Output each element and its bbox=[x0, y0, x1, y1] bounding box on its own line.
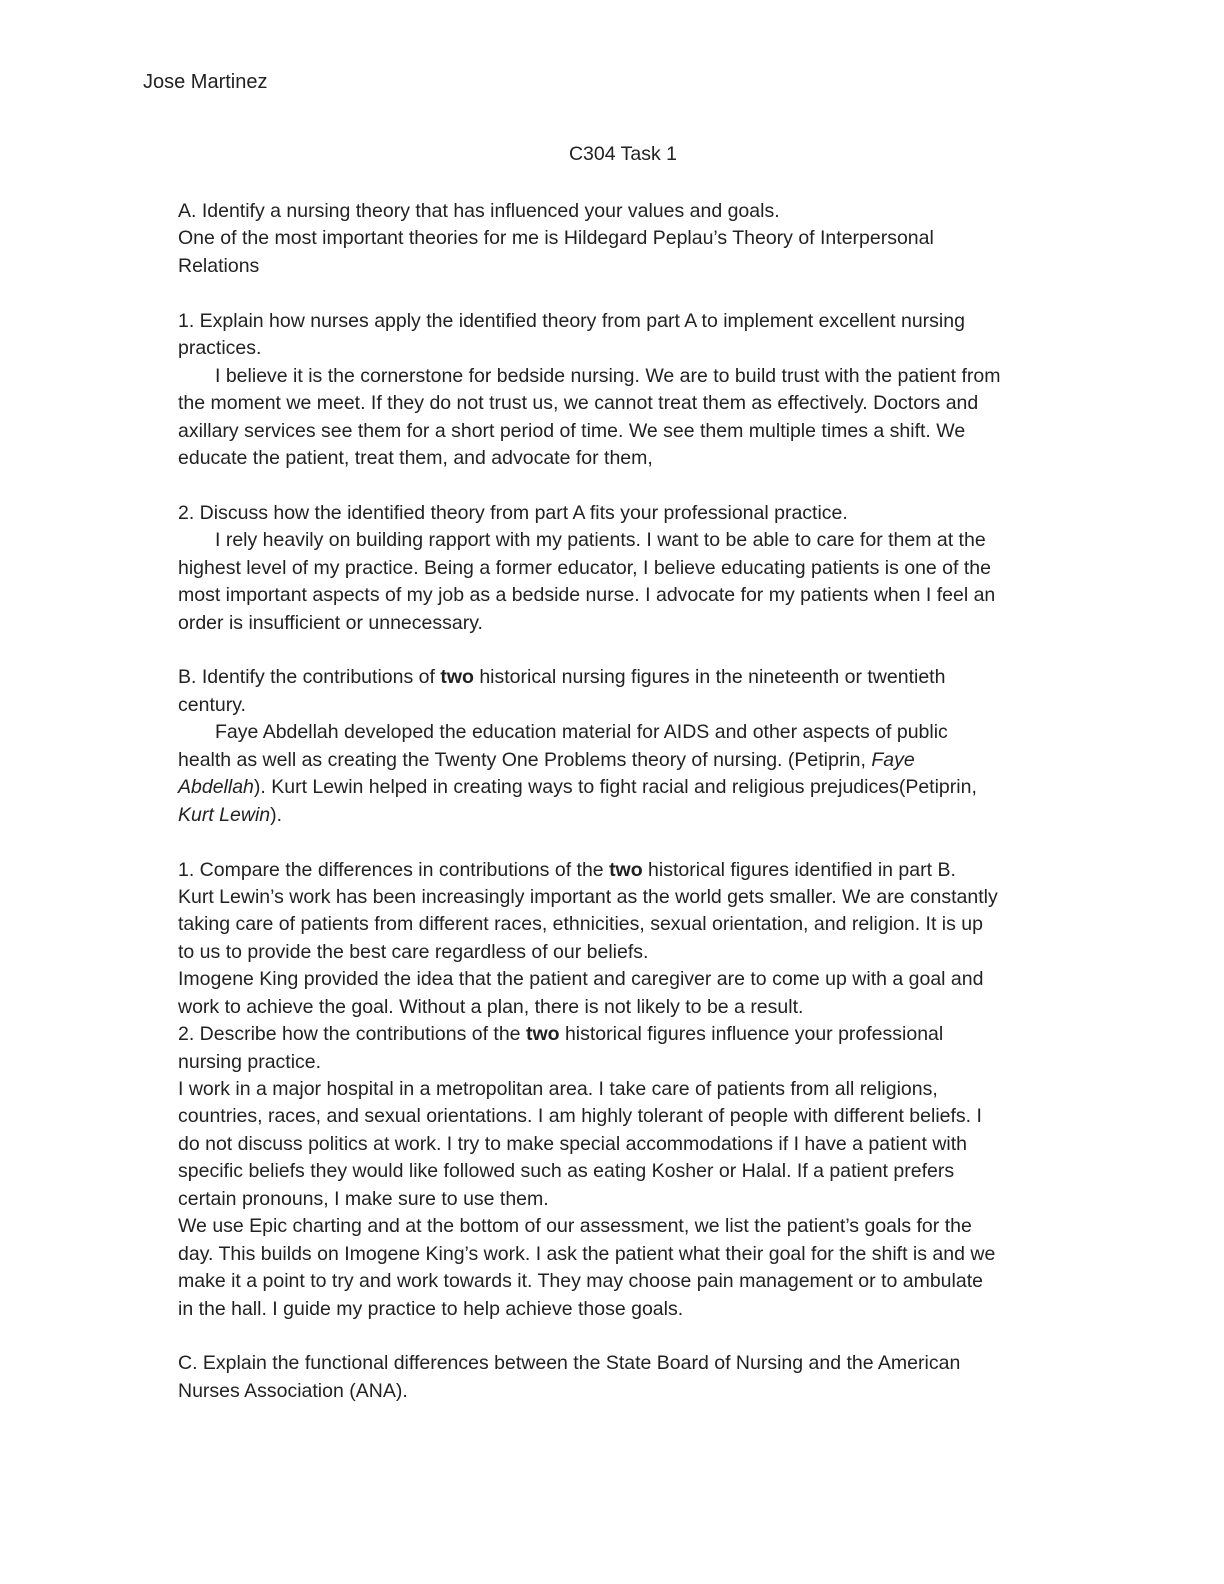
text-line bbox=[178, 1378, 1078, 1405]
text-line bbox=[178, 966, 1078, 993]
text-run: Relations bbox=[178, 254, 260, 277]
text-run: make it a point to try and work towards it. They may choose pain management or to ambulate bbox=[178, 1270, 983, 1293]
text-run: I rely heavily on building rapport with my patients. I want to be able to care for them at the bbox=[215, 529, 986, 552]
text-run: Faye Abdellah developed the education material for AIDS and other aspects of public bbox=[215, 721, 948, 744]
text-run: taking care of patients from different races, ethnicities, sexual orientation, and religion. It is up bbox=[178, 913, 983, 936]
text-line bbox=[178, 1186, 1078, 1213]
text-line bbox=[178, 582, 1078, 609]
text-line bbox=[178, 911, 1078, 938]
text-run: to us to provide the best care regardless of our beliefs. bbox=[178, 940, 649, 963]
text-run: historical nursing figures in the nineteenth or twentieth bbox=[473, 666, 946, 689]
text-run: 1. Compare the differences in contributions of the bbox=[178, 858, 610, 881]
text-line bbox=[178, 1021, 1078, 1048]
text-run: Nurses Association (ANA). bbox=[178, 1379, 408, 1402]
text-line bbox=[178, 802, 1078, 829]
text-line bbox=[178, 198, 1078, 225]
text-line bbox=[178, 335, 1078, 362]
document-body bbox=[178, 198, 1078, 1405]
text-run: highest level of my practice. Being a former educator, I believe educating patients is one of the bbox=[178, 556, 991, 579]
text-line bbox=[178, 1350, 1078, 1377]
text-line bbox=[178, 253, 1078, 280]
text-line bbox=[178, 1131, 1078, 1158]
text-line bbox=[178, 472, 1078, 499]
text-run: educate the patient, treat them, and advocate for them, bbox=[178, 446, 653, 469]
text-run: B. Identify the contributions of bbox=[178, 666, 441, 689]
text-line bbox=[178, 1268, 1078, 1295]
text-line bbox=[178, 527, 1078, 554]
text-line bbox=[178, 363, 1078, 390]
text-line bbox=[178, 664, 1078, 691]
text-run: historical figures identified in part B. bbox=[642, 858, 956, 881]
bold-text: two bbox=[440, 666, 474, 689]
text-line bbox=[178, 555, 1078, 582]
italic-text: Abdellah bbox=[178, 776, 254, 799]
text-run: historical figures influence your professional bbox=[559, 1023, 944, 1046]
text-run: Imogene King provided the idea that the patient and caregiver are to come up with a goal and bbox=[178, 968, 984, 991]
text-run: most important aspects of my job as a bedside nurse. I advocate for my patients when I feel an bbox=[178, 584, 996, 607]
text-line bbox=[178, 719, 1078, 746]
text-line bbox=[178, 1213, 1078, 1240]
text-run: order is insufficient or unnecessary. bbox=[178, 611, 483, 634]
text-run: C. Explain the functional differences between the State Board of Nursing and the American bbox=[178, 1352, 961, 1375]
text-line bbox=[178, 1241, 1078, 1268]
text-run: 1. Explain how nurses apply the identified theory from part A to implement excellent nursing bbox=[178, 309, 965, 332]
text-line bbox=[178, 225, 1078, 252]
text-line bbox=[178, 939, 1078, 966]
text-line bbox=[178, 445, 1078, 472]
text-run: 2. Describe how the contributions of the bbox=[178, 1023, 526, 1046]
text-run: countries, races, and sexual orientations. I am highly tolerant of people with different beliefs. I bbox=[178, 1105, 982, 1128]
text-run: certain pronouns, I make sure to use them. bbox=[178, 1187, 549, 1210]
text-run: practices. bbox=[178, 337, 262, 360]
text-line bbox=[178, 1049, 1078, 1076]
text-run: I believe it is the cornerstone for bedside nursing. We are to build trust with the patient from bbox=[215, 364, 1001, 387]
text-run: We use Epic charting and at the bottom of our assessment, we list the patient’s goals for the bbox=[178, 1215, 972, 1238]
text-run: ). Kurt Lewin helped in creating ways to fight racial and religious prejudices(Petiprin, bbox=[253, 776, 977, 799]
text-run: 2. Discuss how the identified theory from part A fits your professional practice. bbox=[178, 501, 848, 524]
text-line bbox=[178, 1103, 1078, 1130]
text-run: work to achieve the goal. Without a plan, there is not likely to be a result. bbox=[178, 995, 804, 1018]
text-run: day. This builds on Imogene King’s work. I ask the patient what their goal for the shift is and we bbox=[178, 1242, 996, 1265]
text-run: do not discuss politics at work. I try to make special accommodations if I have a patient with bbox=[178, 1132, 968, 1155]
text-run: in the hall. I guide my practice to help achieve those goals. bbox=[178, 1297, 684, 1320]
text-line bbox=[178, 884, 1078, 911]
text-line bbox=[178, 692, 1078, 719]
text-line bbox=[178, 390, 1078, 417]
text-line bbox=[178, 747, 1078, 774]
text-line bbox=[178, 857, 1078, 884]
text-line bbox=[178, 774, 1078, 801]
document-title: C304 Task 1 bbox=[568, 143, 678, 165]
text-run: A. Identify a nursing theory that has influenced your values and goals. bbox=[178, 200, 780, 222]
text-line bbox=[178, 1158, 1078, 1185]
text-line bbox=[178, 500, 1078, 527]
text-line bbox=[178, 1296, 1078, 1323]
text-run: axillary services see them for a short period of time. We see them multiple times a shift. We bbox=[178, 419, 966, 442]
text-line bbox=[178, 418, 1078, 445]
text-run: century. bbox=[178, 693, 246, 716]
text-line bbox=[178, 637, 1078, 664]
text-run: specific beliefs they would like followed such as eating Kosher or Halal. If a patient prefers bbox=[178, 1160, 955, 1183]
text-line bbox=[178, 610, 1078, 637]
text-line bbox=[178, 1076, 1078, 1103]
text-run: nursing practice. bbox=[178, 1050, 322, 1073]
text-line bbox=[178, 994, 1078, 1021]
bold-text: two bbox=[609, 858, 643, 881]
text-run: health as well as creating the Twenty One Problems theory of nursing. (Petiprin, bbox=[178, 748, 872, 771]
text-line bbox=[178, 308, 1078, 335]
text-run: One of the most important theories for me is Hildegard Peplau’s Theory of Interpersonal bbox=[178, 227, 934, 250]
author-name: Jose Martinez bbox=[143, 71, 268, 93]
italic-text: Kurt Lewin bbox=[178, 803, 271, 826]
text-run: I work in a major hospital in a metropolitan area. I take care of patients from all religions, bbox=[178, 1078, 938, 1100]
text-run: the moment we meet. If they do not trust us, we cannot treat them as effectively. Doctors and bbox=[178, 392, 979, 415]
text-line bbox=[178, 829, 1078, 856]
italic-text: Faye bbox=[871, 748, 915, 771]
text-run: Kurt Lewin’s work has been increasingly important as the world gets smaller. We are constantly bbox=[178, 885, 998, 908]
text-line bbox=[178, 280, 1078, 307]
bold-text: two bbox=[525, 1023, 560, 1046]
text-run: ). bbox=[270, 803, 283, 826]
text-line bbox=[178, 1323, 1078, 1350]
